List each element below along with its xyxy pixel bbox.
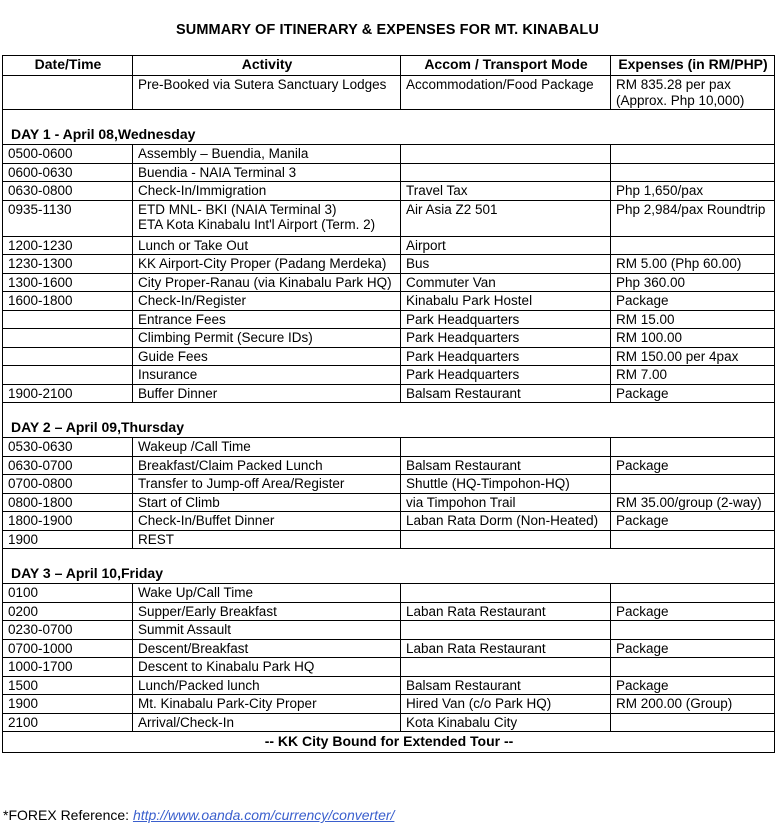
cell-date-time: 1200-1230: [3, 236, 133, 255]
table-row: [3, 163, 775, 182]
cell-date-time: 0630-0800: [3, 182, 133, 201]
cell-activity: Climbing Permit (Secure IDs): [133, 329, 401, 348]
header-row: [3, 56, 775, 76]
cell-date-time: [3, 310, 133, 329]
day-heading: DAY 2 – April 09,Thursday: [3, 403, 775, 438]
cell-date-time: 0530-0630: [3, 438, 133, 457]
cell-accom-transport: Balsam Restaurant: [401, 384, 611, 403]
cell-activity: Check-In/Buffet Dinner: [133, 512, 401, 531]
cell-expenses: Package: [611, 292, 775, 311]
forex-label: *FOREX Reference:: [3, 807, 130, 823]
table-row: [3, 236, 775, 255]
cell-date-time: 0200: [3, 602, 133, 621]
cell-accom-transport: Accommodation/Food Package: [401, 76, 611, 110]
cell-date-time: 1900: [3, 695, 133, 714]
table-row: [3, 695, 775, 714]
cell-expenses: Package: [611, 602, 775, 621]
cell-expenses: Package: [611, 512, 775, 531]
cell-accom-transport: [401, 163, 611, 182]
cell-accom-transport: Balsam Restaurant: [401, 456, 611, 475]
cell-accom-transport: Laban Rata Restaurant: [401, 639, 611, 658]
table-row: [3, 621, 775, 640]
closing-note-row: [3, 732, 775, 753]
cell-activity: Transfer to Jump-off Area/Register: [133, 475, 401, 494]
cell-expenses: RM 835.28 per pax (Approx. Php 10,000): [611, 76, 775, 110]
cell-expenses: [611, 713, 775, 732]
cell-activity: Buffer Dinner: [133, 384, 401, 403]
cell-accom-transport: Park Headquarters: [401, 366, 611, 385]
table-row: [3, 255, 775, 274]
table-row: [3, 713, 775, 732]
cell-accom-transport: [401, 145, 611, 164]
cell-expenses: RM 35.00/group (2-way): [611, 493, 775, 512]
cell-expenses-line2: (Approx. Php 10,000): [616, 92, 745, 108]
cell-date-time: 2100: [3, 713, 133, 732]
cell-date-time: [3, 329, 133, 348]
cell-activity: Lunch/Packed lunch: [133, 676, 401, 695]
cell-date-time: 1900-2100: [3, 384, 133, 403]
page-title: SUMMARY OF ITINERARY & EXPENSES FOR MT. KINABALU: [176, 22, 599, 38]
cell-activity: Supper/Early Breakfast: [133, 602, 401, 621]
cell-date-time: 0700-1000: [3, 639, 133, 658]
cell-activity: Mt. Kinabalu Park-City Proper: [133, 695, 401, 714]
cell-date-time: 1900: [3, 530, 133, 549]
cell-expenses: Package: [611, 456, 775, 475]
cell-activity: ETD MNL- BKI (NAIA Terminal 3) ETA Kota Kinabalu Int'l Airport (Term. 2): [133, 200, 401, 236]
cell-expenses: RM 150.00 per 4pax: [611, 347, 775, 366]
cell-expenses: Package: [611, 676, 775, 695]
cell-date-time: 0700-0800: [3, 475, 133, 494]
cell-activity: Descent/Breakfast: [133, 639, 401, 658]
table-row: [3, 310, 775, 329]
table-row: [3, 584, 775, 603]
table-row: [3, 658, 775, 677]
cell-activity: Wake Up/Call Time: [133, 584, 401, 603]
day-heading: DAY 3 – April 10,Friday: [3, 549, 775, 584]
table-row: [3, 676, 775, 695]
cell-activity: Insurance: [133, 366, 401, 385]
forex-link[interactable]: http://www.oanda.com/currency/converter/: [132, 807, 395, 823]
table-row: [3, 366, 775, 385]
cell-expenses: Package: [611, 384, 775, 403]
closing-note: -- KK City Bound for Extended Tour --: [3, 732, 775, 753]
cell-activity: Assembly – Buendia, Manila: [133, 145, 401, 164]
cell-expenses: [611, 584, 775, 603]
cell-activity: Pre-Booked via Sutera Sanctuary Lodges: [133, 76, 401, 110]
cell-accom-transport: [401, 621, 611, 640]
cell-accom-transport: Park Headquarters: [401, 329, 611, 348]
cell-accom-transport: [401, 584, 611, 603]
cell-expenses: RM 100.00: [611, 329, 775, 348]
cell-activity: KK Airport-City Proper (Padang Merdeka): [133, 255, 401, 274]
cell-activity: Arrival/Check-In: [133, 713, 401, 732]
column-header-date-time: Date/Time: [3, 56, 133, 76]
cell-accom-transport: Commuter Van: [401, 273, 611, 292]
itinerary-table: [2, 55, 775, 753]
cell-expenses: RM 5.00 (Php 60.00): [611, 255, 775, 274]
cell-expenses: [611, 658, 775, 677]
cell-expenses: [611, 145, 775, 164]
cell-activity: REST: [133, 530, 401, 549]
cell-accom-transport: Park Headquarters: [401, 310, 611, 329]
table-row: [3, 530, 775, 549]
cell-activity: Summit Assault: [133, 621, 401, 640]
cell-accom-transport: [401, 530, 611, 549]
cell-accom-transport: Laban Rata Dorm (Non-Heated): [401, 512, 611, 531]
cell-date-time: 0230-0700: [3, 621, 133, 640]
cell-accom-transport: Balsam Restaurant: [401, 676, 611, 695]
cell-accom-transport: Shuttle (HQ-Timpohon-HQ): [401, 475, 611, 494]
table-row: [3, 182, 775, 201]
cell-activity-line2: ETA Kota Kinabalu Int'l Airport (Term. 2): [138, 217, 376, 232]
cell-accom-transport: Airport: [401, 236, 611, 255]
cell-date-time: 1230-1300: [3, 255, 133, 274]
table-row: [3, 329, 775, 348]
cell-expenses: RM 200.00 (Group): [611, 695, 775, 714]
day-heading: DAY 1 - April 08,Wednesday: [3, 110, 775, 145]
table-row: [3, 200, 775, 236]
cell-date-time: 0800-1800: [3, 493, 133, 512]
cell-activity: Buendia - NAIA Terminal 3: [133, 163, 401, 182]
cell-activity: Check-In/Immigration: [133, 182, 401, 201]
cell-activity: Check-In/Register: [133, 292, 401, 311]
column-header-activity: Activity: [133, 56, 401, 76]
cell-accom-transport: Air Asia Z2 501: [401, 200, 611, 236]
itinerary-table-container: [0, 55, 775, 753]
cell-expenses: Package: [611, 639, 775, 658]
cell-expenses: [611, 163, 775, 182]
table-row: [3, 273, 775, 292]
cell-accom-transport: Hired Van (c/o Park HQ): [401, 695, 611, 714]
table-row: [3, 76, 775, 110]
cell-activity: Wakeup /Call Time: [133, 438, 401, 457]
table-row: [3, 347, 775, 366]
cell-activity: Start of Climb: [133, 493, 401, 512]
cell-accom-transport: Travel Tax: [401, 182, 611, 201]
cell-expenses: [611, 438, 775, 457]
cell-expenses: [611, 530, 775, 549]
cell-accom-transport: [401, 438, 611, 457]
column-header-expenses: Expenses (in RM/PHP): [611, 56, 775, 76]
cell-expenses: [611, 475, 775, 494]
cell-expenses: RM 7.00: [611, 366, 775, 385]
cell-activity: Guide Fees: [133, 347, 401, 366]
table-row: [3, 602, 775, 621]
cell-expenses: Php 2,984/pax Roundtrip: [611, 200, 775, 236]
cell-expenses: [611, 236, 775, 255]
cell-date-time: 0600-0630: [3, 163, 133, 182]
cell-expenses: Php 1,650/pax: [611, 182, 775, 201]
cell-accom-transport: Bus: [401, 255, 611, 274]
table-row: [3, 384, 775, 403]
cell-activity: Breakfast/Claim Packed Lunch: [133, 456, 401, 475]
cell-date-time: 1800-1900: [3, 512, 133, 531]
cell-accom-transport: Kinabalu Park Hostel: [401, 292, 611, 311]
cell-date-time: 1000-1700: [3, 658, 133, 677]
table-row: [3, 145, 775, 164]
cell-date-time: 1300-1600: [3, 273, 133, 292]
table-row: [3, 639, 775, 658]
table-body: [3, 76, 775, 753]
cell-activity: Descent to Kinabalu Park HQ: [133, 658, 401, 677]
cell-expenses: [611, 621, 775, 640]
cell-date-time: 1600-1800: [3, 292, 133, 311]
cell-date-time: [3, 76, 133, 110]
day-heading-row: [3, 549, 775, 584]
cell-activity: Lunch or Take Out: [133, 236, 401, 255]
table-header: [3, 56, 775, 76]
cell-accom-transport: Kota Kinabalu City: [401, 713, 611, 732]
day-heading-row: [3, 110, 775, 145]
forex-reference: [3, 806, 394, 824]
table-row: [3, 512, 775, 531]
table-row: [3, 438, 775, 457]
cell-date-time: [3, 347, 133, 366]
cell-activity: Entrance Fees: [133, 310, 401, 329]
cell-date-time: 0935-1130: [3, 200, 133, 236]
cell-expenses: Php 360.00: [611, 273, 775, 292]
table-row: [3, 475, 775, 494]
table-row: [3, 456, 775, 475]
table-row: [3, 292, 775, 311]
cell-date-time: 1500: [3, 676, 133, 695]
table-row: [3, 493, 775, 512]
cell-date-time: [3, 366, 133, 385]
day-heading-row: [3, 403, 775, 438]
cell-accom-transport: [401, 658, 611, 677]
cell-expenses: RM 15.00: [611, 310, 775, 329]
cell-activity: City Proper-Ranau (via Kinabalu Park HQ): [133, 273, 401, 292]
cell-date-time: 0100: [3, 584, 133, 603]
cell-date-time: 0500-0600: [3, 145, 133, 164]
cell-date-time: 0630-0700: [3, 456, 133, 475]
cell-accom-transport: Park Headquarters: [401, 347, 611, 366]
cell-accom-transport: Laban Rata Restaurant: [401, 602, 611, 621]
cell-accom-transport: via Timpohon Trail: [401, 493, 611, 512]
column-header-accom-transport: Accom / Transport Mode: [401, 56, 611, 76]
